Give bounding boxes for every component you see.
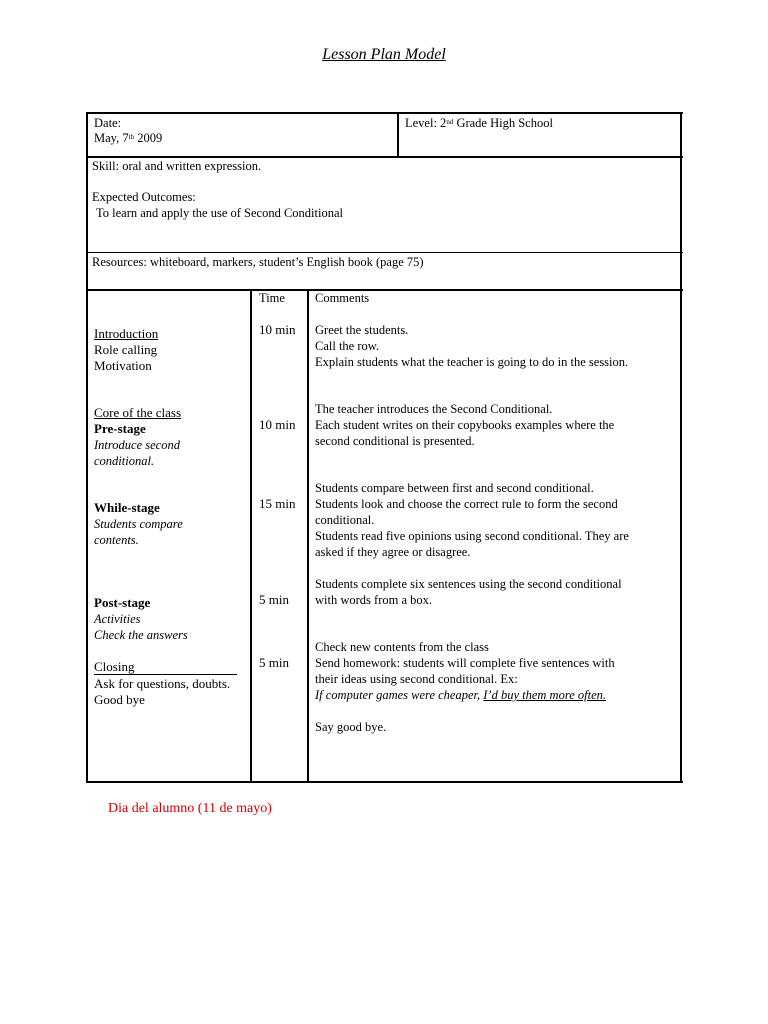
table-border-outer — [86, 112, 88, 783]
while-stage-desc: contents. — [94, 533, 139, 547]
pre-stage-desc: Introduce second — [94, 438, 180, 452]
outcomes-text: To learn and apply the use of Second Conditional — [96, 206, 343, 220]
table-divider — [250, 289, 252, 783]
while-stage-desc: Students compare — [94, 517, 183, 531]
closing-comment: their ideas using second conditional. Ex: — [315, 672, 518, 686]
post-stage-comment: with words from a box. — [315, 593, 432, 607]
while-stage-comment: Students compare between first and second conditional. — [315, 481, 594, 495]
while-stage-comment: Students read five opinions using second conditional. They are — [315, 529, 629, 543]
post-stage-comment: Students complete six sentences using the second conditional — [315, 577, 622, 591]
post-stage-desc: Activities — [94, 612, 141, 626]
pre-stage-comment: The teacher introduces the Second Conditional. — [315, 402, 553, 416]
introduction-item: Role calling — [94, 342, 158, 357]
post-stage-time: 5 min — [259, 592, 289, 607]
closing-comment: Send homework: students will complete five sentences with — [315, 656, 615, 670]
level-value: Level: 2nd Grade High School — [405, 116, 553, 130]
document-title: Lesson Plan Model — [322, 46, 446, 63]
resources-text: Resources: whiteboard, markers, student’s English book (page 75) — [92, 255, 424, 269]
comments-column-header: Comments — [315, 291, 370, 305]
date-value: May, 7th 2009 — [94, 131, 163, 145]
date-label: Date: — [94, 116, 122, 130]
introduction-item: Motivation — [94, 358, 152, 373]
closing-comment: Check new contents from the class — [315, 640, 489, 654]
footer-note: Dia del alumno (11 de mayo) — [108, 801, 272, 816]
skill-text: Skill: oral and written expression. — [92, 159, 262, 173]
core-heading: Core of the class — [94, 405, 182, 420]
post-stage-desc: Check the answers — [94, 628, 188, 642]
outcomes-label: Expected Outcomes: — [92, 190, 196, 204]
pre-stage-desc: conditional. — [94, 454, 155, 468]
pre-stage-label: Pre-stage — [94, 421, 146, 436]
pre-stage-comment: Each student writes on their copybooks examples where the — [315, 418, 615, 432]
introduction-comment: Greet the students. — [315, 323, 409, 337]
table-divider — [86, 289, 683, 291]
closing-farewell: Say good bye. — [315, 720, 387, 734]
introduction-heading: Introduction — [94, 326, 159, 341]
introduction-time: 10 min — [259, 322, 296, 337]
table-border-outer — [86, 112, 683, 114]
pre-stage-time: 10 min — [259, 417, 296, 432]
table-divider — [86, 252, 683, 253]
while-stage-comment: conditional. — [315, 513, 375, 527]
time-column-header: Time — [259, 291, 285, 305]
while-stage-label: While-stage — [94, 500, 160, 515]
table-border-outer — [86, 781, 683, 783]
table-border-outer — [680, 112, 682, 783]
post-stage-label: Post-stage — [94, 595, 151, 610]
while-stage-time: 15 min — [259, 496, 296, 511]
closing-time: 5 min — [259, 655, 289, 670]
pre-stage-comment: second conditional is presented. — [315, 434, 475, 448]
closing-heading: Closing — [94, 659, 237, 675]
while-stage-comment: asked if they agree or disagree. — [315, 545, 471, 559]
table-divider — [397, 112, 399, 158]
table-divider — [307, 289, 309, 783]
closing-item: Ask for questions, doubts. — [94, 676, 231, 691]
closing-item: Good bye — [94, 692, 145, 707]
introduction-comment: Call the row. — [315, 339, 380, 353]
while-stage-comment: Students look and choose the correct rule to form the second — [315, 497, 618, 511]
closing-example: If computer games were cheaper, I’d buy them more often. — [315, 688, 607, 702]
introduction-comment: Explain students what the teacher is going to do in the session. — [315, 355, 629, 369]
